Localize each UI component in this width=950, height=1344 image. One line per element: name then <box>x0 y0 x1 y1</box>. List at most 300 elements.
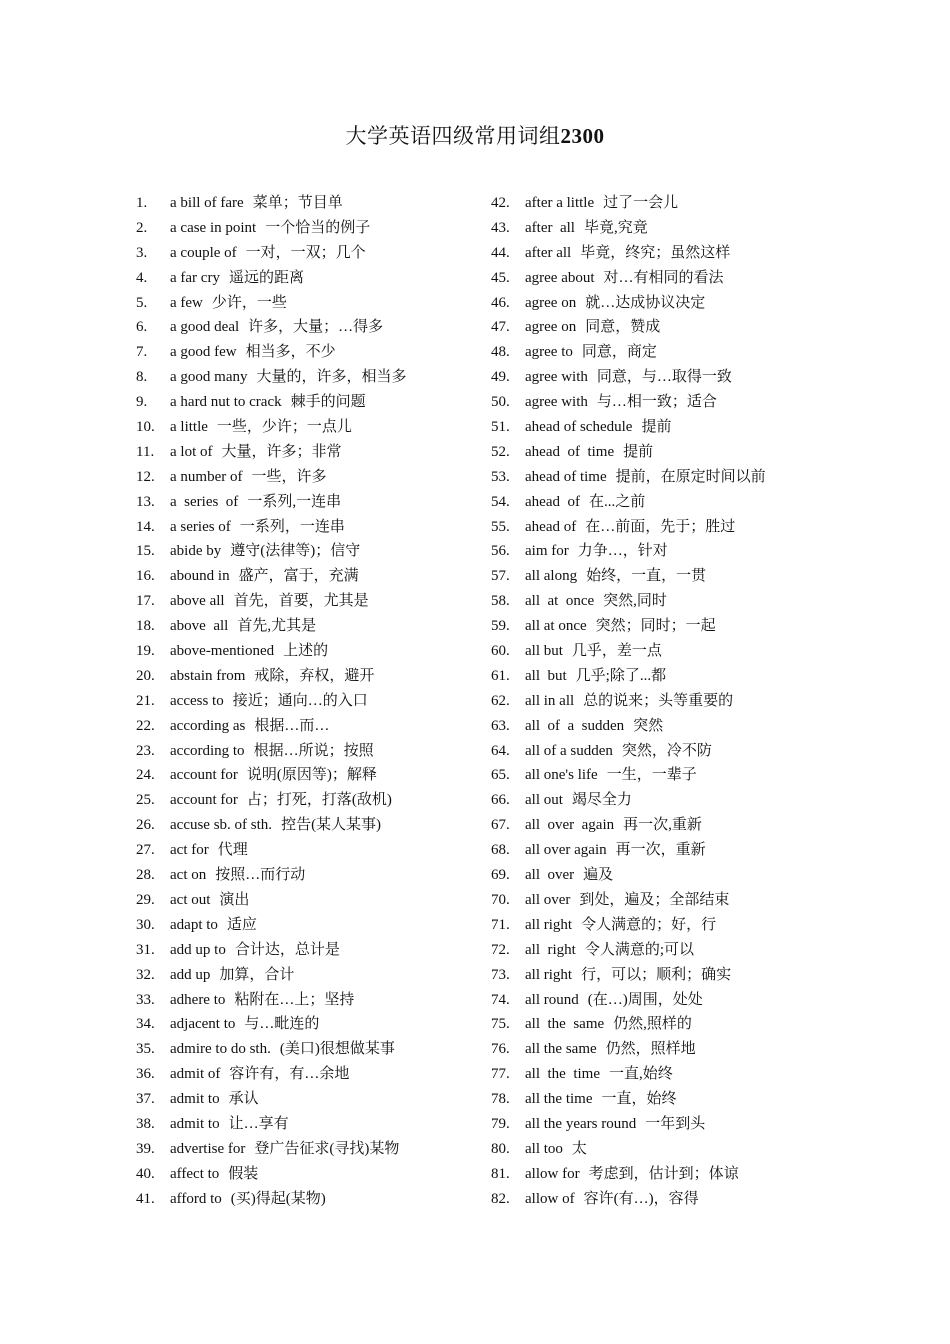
entry-phrase: all one's life <box>525 767 598 784</box>
entry-meaning: 始终，一直，一贯 <box>586 568 707 585</box>
entry-number: 60. <box>491 643 510 660</box>
entry-meaning: 令人满意的;可以 <box>584 941 694 958</box>
entry-gap <box>598 763 607 788</box>
entry-gap <box>636 1112 645 1137</box>
entry-phrase: all right <box>525 966 573 983</box>
entry-number: 9. <box>136 394 148 411</box>
entry-gap <box>247 365 256 390</box>
entry-gap <box>569 539 578 564</box>
entry-number: 54. <box>491 493 510 510</box>
phrase-entry <box>136 1162 476 1187</box>
entry-number: 3. <box>136 244 148 261</box>
entry-gap <box>600 1062 609 1087</box>
phrase-entry <box>136 714 476 739</box>
entry-meaning: (在…)周围，处处 <box>587 991 703 1008</box>
entry-meaning: 一直,始终 <box>608 1066 673 1083</box>
phrase-entry <box>491 963 821 988</box>
entry-gap <box>563 788 572 813</box>
entry-meaning: 到处，遍及；全部结束 <box>579 891 730 908</box>
entry-number: 8. <box>136 369 148 386</box>
phrase-entry <box>491 913 821 938</box>
entry-gap <box>282 390 291 415</box>
phrase-entry <box>491 788 821 813</box>
entry-phrase: accuse sb. of sth. <box>170 817 273 834</box>
entry-gap <box>604 1012 613 1037</box>
entry-gap <box>238 763 247 788</box>
entry-phrase: ahead of time <box>525 468 607 485</box>
entry-phrase: all the years round <box>525 1115 637 1132</box>
entry-number: 4. <box>136 269 148 286</box>
phrase-entry <box>136 1187 476 1212</box>
phrase-entry <box>136 515 476 540</box>
entry-gap <box>624 714 633 739</box>
entry-phrase: agree with <box>525 369 588 386</box>
entry-phrase: after all <box>525 219 575 236</box>
entry-phrase: all right <box>525 941 576 958</box>
entry-number: 22. <box>136 717 155 734</box>
entry-phrase: agree on <box>525 294 577 311</box>
entry-gap <box>577 564 586 589</box>
entry-meaning: 仍然,照样的 <box>613 1016 692 1033</box>
entry-gap <box>563 639 572 664</box>
entry-number: 17. <box>136 593 155 610</box>
entry-gap <box>220 1062 229 1087</box>
entry-meaning: 仍然，照样地 <box>605 1041 696 1058</box>
entry-phrase: admit to <box>170 1091 220 1108</box>
entry-phrase: all round <box>525 991 579 1008</box>
phrase-entry <box>136 266 476 291</box>
entry-gap <box>579 988 588 1013</box>
phrase-entry <box>491 340 821 365</box>
entry-gap <box>245 739 254 764</box>
entry-phrase: a good few <box>170 344 237 361</box>
phrase-entry <box>491 515 821 540</box>
entry-number: 7. <box>136 344 148 361</box>
entry-phrase: all of a sudden <box>525 717 625 734</box>
entry-meaning: 突然 <box>633 717 664 734</box>
entry-meaning: 演出 <box>219 891 250 908</box>
entry-meaning: 令人满意的；好，行 <box>581 916 717 933</box>
entry-gap <box>242 465 251 490</box>
entry-number: 56. <box>491 543 510 560</box>
phrase-entry <box>136 913 476 938</box>
entry-meaning: 提前，在原定时间以前 <box>615 468 766 485</box>
phrase-entry <box>491 490 821 515</box>
entry-meaning: 粘附在…上；坚持 <box>234 991 355 1008</box>
entry-phrase: all over <box>525 867 575 884</box>
entry-number: 61. <box>491 667 510 684</box>
entry-meaning: 容许(有…)，容得 <box>583 1190 699 1207</box>
entry-meaning: 一生，一辈子 <box>606 767 697 784</box>
entry-gap <box>238 788 247 813</box>
entry-meaning: 相当多，不少 <box>245 344 336 361</box>
entry-phrase: a good many <box>170 369 248 386</box>
entry-meaning: 根据…而… <box>254 717 330 734</box>
entry-phrase: all over again <box>525 817 615 834</box>
entry-meaning: (美口)很想做某事 <box>279 1041 395 1058</box>
entry-phrase: ahead of time <box>525 443 615 460</box>
entry-number: 73. <box>491 966 510 983</box>
entry-meaning: 过了一会儿 <box>603 195 679 211</box>
phrase-entry <box>136 315 476 340</box>
entry-number: 28. <box>136 867 155 884</box>
entry-meaning: 适应 <box>226 916 257 933</box>
entry-number: 82. <box>491 1190 510 1207</box>
entry-meaning: 太 <box>571 1140 587 1157</box>
entry-phrase: ahead of <box>525 518 577 535</box>
entry-number: 24. <box>136 767 155 784</box>
entry-number: 14. <box>136 518 155 535</box>
entry-meaning: 戒除，弃权，避开 <box>254 667 375 684</box>
phrase-entry <box>136 415 476 440</box>
entry-phrase: a bill of fare <box>170 195 244 211</box>
entry-phrase: all at once <box>525 593 595 610</box>
entry-number: 71. <box>491 916 510 933</box>
phrase-entry <box>136 664 476 689</box>
entry-meaning: 提前 <box>641 419 672 436</box>
entry-gap <box>221 539 230 564</box>
entry-phrase: add up to <box>170 941 226 958</box>
entry-meaning: 盛产，富于，充满 <box>238 568 359 585</box>
entry-meaning: 许多，大量；…得多 <box>248 319 384 336</box>
entry-gap <box>209 838 218 863</box>
entry-gap <box>213 440 222 465</box>
entry-phrase: account for <box>170 792 238 809</box>
phrase-entry <box>491 315 821 340</box>
entry-meaning: 竭尽全力 <box>571 792 632 809</box>
entry-gap <box>206 863 215 888</box>
entry-number: 37. <box>136 1091 155 1108</box>
entry-number: 64. <box>491 742 510 759</box>
entry-meaning: 在...之前 <box>588 493 646 510</box>
entry-gap <box>594 191 603 216</box>
entry-number: 25. <box>136 792 155 809</box>
entry-meaning: 登广告征求(寻找)某物 <box>254 1140 400 1157</box>
entry-gap <box>274 639 283 664</box>
entry-phrase: all out <box>525 792 563 809</box>
entry-gap <box>225 988 234 1013</box>
entry-gap <box>271 1037 280 1062</box>
phrase-entry <box>491 689 821 714</box>
phrase-entry <box>136 988 476 1013</box>
entry-meaning: 一些，少许；一点儿 <box>216 419 352 436</box>
entry-phrase: add up <box>170 966 211 983</box>
entry-phrase: all right <box>525 916 573 933</box>
entry-number: 10. <box>136 419 155 436</box>
entry-gap <box>235 1012 244 1037</box>
entry-gap <box>576 291 585 316</box>
entry-number: 76. <box>491 1041 510 1058</box>
entry-phrase: a case in point <box>170 219 257 236</box>
entry-phrase: allow of <box>525 1190 575 1207</box>
entry-number: 51. <box>491 419 510 436</box>
entry-phrase: act on <box>170 867 207 884</box>
entry-gap <box>245 1137 254 1162</box>
entry-number: 44. <box>491 244 510 261</box>
entry-phrase: abide by <box>170 543 222 560</box>
entry-gap <box>244 191 253 216</box>
phrase-entry <box>136 863 476 888</box>
entry-gap <box>567 664 576 689</box>
entry-gap <box>580 490 589 515</box>
phrase-entry <box>136 291 476 316</box>
entry-phrase: according as <box>170 717 246 734</box>
entry-number: 57. <box>491 568 510 585</box>
entry-meaning: 一个恰当的例子 <box>265 219 371 236</box>
entry-meaning: 首先，首要，尤其是 <box>233 593 369 610</box>
entry-phrase: agree about <box>525 269 595 286</box>
entry-number: 53. <box>491 468 510 485</box>
phrase-entry <box>491 664 821 689</box>
phrase-entry <box>136 564 476 589</box>
entry-number: 36. <box>136 1066 155 1083</box>
phrase-entry <box>136 788 476 813</box>
entry-phrase: a series of <box>170 493 239 510</box>
phrase-entry <box>491 938 821 963</box>
entry-number: 52. <box>491 443 510 460</box>
entry-phrase: access to <box>170 692 224 709</box>
page-title <box>0 120 950 150</box>
entry-gap <box>220 1087 229 1112</box>
phrase-entry <box>491 1062 821 1087</box>
entry-phrase: after a little <box>525 195 595 211</box>
entry-number: 49. <box>491 369 510 386</box>
phrase-entry <box>491 888 821 913</box>
entry-gap <box>572 913 581 938</box>
entry-gap <box>563 1137 572 1162</box>
phrase-entry <box>136 1012 476 1037</box>
phrase-entry <box>136 739 476 764</box>
entry-meaning: 占；打死，打落(敌机) <box>246 792 392 809</box>
entry-phrase: admit to <box>170 1115 220 1132</box>
title-text: 大学英语四级常用词组 <box>345 124 561 148</box>
phrase-entry <box>136 191 476 216</box>
entry-gap <box>210 963 219 988</box>
entry-meaning: 力争…，针对 <box>577 543 668 560</box>
entry-gap <box>592 1087 601 1112</box>
phrase-entry <box>136 589 476 614</box>
entry-gap <box>570 888 579 913</box>
entry-meaning: 毕竟，终究；虽然这样 <box>580 244 731 261</box>
entry-meaning: 大量的，许多，相当多 <box>256 369 407 386</box>
entry-meaning: 棘手的问题 <box>290 394 366 411</box>
entry-meaning: 按照…而行动 <box>215 867 306 884</box>
phrase-entry <box>491 1012 821 1037</box>
entry-phrase: all over <box>525 891 571 908</box>
entry-phrase: a couple of <box>170 244 237 261</box>
entry-meaning: 一系列，一连串 <box>239 518 345 535</box>
entry-phrase: account for <box>170 767 238 784</box>
entry-number: 55. <box>491 518 510 535</box>
entry-meaning: 一些，许多 <box>251 468 327 485</box>
entry-gap <box>237 241 246 266</box>
phrase-entry <box>136 440 476 465</box>
entry-gap <box>245 664 254 689</box>
entry-number: 40. <box>136 1165 155 1182</box>
entry-gap <box>222 1187 231 1212</box>
phrase-entry <box>491 415 821 440</box>
entry-gap <box>595 266 604 291</box>
entry-gap <box>576 515 585 540</box>
entry-number: 34. <box>136 1016 155 1033</box>
entry-meaning: 上述的 <box>283 643 329 660</box>
entry-gap <box>256 216 265 241</box>
entry-gap <box>203 291 212 316</box>
entry-phrase: above all <box>170 593 225 610</box>
entry-number: 50. <box>491 394 510 411</box>
entry-phrase: all along <box>525 568 578 585</box>
entry-number: 42. <box>491 195 510 211</box>
phrase-entry <box>491 1087 821 1112</box>
phrase-entry <box>491 241 821 266</box>
phrase-entry <box>136 963 476 988</box>
entry-phrase: admit of <box>170 1066 221 1083</box>
entry-number: 68. <box>491 842 510 859</box>
entry-meaning: 再一次,重新 <box>623 817 702 834</box>
entry-phrase: all in all <box>525 692 575 709</box>
entry-meaning: 突然,同时 <box>603 593 667 610</box>
entry-meaning: 突然；同时；一起 <box>595 618 716 635</box>
phrase-entry <box>491 365 821 390</box>
entry-number: 13. <box>136 493 155 510</box>
entry-gap <box>613 739 622 764</box>
entry-meaning: (买)得起(某物) <box>230 1190 326 1207</box>
entry-gap <box>245 714 254 739</box>
entry-phrase: a far cry <box>170 269 220 286</box>
entry-gap <box>575 216 584 241</box>
entry-phrase: adhere to <box>170 991 226 1008</box>
entry-phrase: all the time <box>525 1091 593 1108</box>
phrase-entry <box>491 763 821 788</box>
entry-gap <box>225 589 234 614</box>
phrase-entry <box>136 539 476 564</box>
entry-phrase: admire to do sth. <box>170 1041 271 1058</box>
entry-phrase: act out <box>170 891 211 908</box>
entry-number: 70. <box>491 891 510 908</box>
entry-phrase: adapt to <box>170 916 218 933</box>
entry-phrase: abstain from <box>170 667 246 684</box>
entry-phrase: agree to <box>525 344 573 361</box>
entry-gap <box>607 838 616 863</box>
entry-meaning: 同意，与…取得一致 <box>596 369 732 386</box>
phrase-entry <box>491 739 821 764</box>
phrase-entry <box>491 216 821 241</box>
entry-phrase: above-mentioned <box>170 643 275 660</box>
entry-meaning: 对…有相同的看法 <box>603 269 724 286</box>
entry-gap <box>607 465 616 490</box>
phrase-entry <box>491 813 821 838</box>
phrase-entry <box>491 1112 821 1137</box>
phrase-entry <box>136 689 476 714</box>
phrase-entry <box>136 390 476 415</box>
entry-gap <box>574 863 583 888</box>
entry-gap <box>238 490 247 515</box>
entry-number: 66. <box>491 792 510 809</box>
phrase-entry <box>491 1162 821 1187</box>
entry-gap <box>210 888 219 913</box>
entry-number: 72. <box>491 941 510 958</box>
entry-gap <box>231 515 240 540</box>
entry-gap <box>237 340 246 365</box>
entry-number: 65. <box>491 767 510 784</box>
entry-phrase: all at once <box>525 618 587 635</box>
phrase-entry <box>491 589 821 614</box>
phrase-entry <box>491 639 821 664</box>
entry-phrase: all but <box>525 643 563 660</box>
entry-number: 2. <box>136 219 148 236</box>
entry-gap <box>614 440 623 465</box>
entry-number: 46. <box>491 294 510 311</box>
phrase-entry <box>136 465 476 490</box>
title-number: 2300 <box>560 124 605 148</box>
entry-number: 20. <box>136 667 155 684</box>
entry-number: 43. <box>491 219 510 236</box>
entry-meaning: 加算，合计 <box>219 966 295 983</box>
entry-gap <box>594 589 603 614</box>
entry-number: 30. <box>136 916 155 933</box>
entry-gap <box>571 241 580 266</box>
entry-meaning: 就…达成协议决定 <box>585 294 706 311</box>
entry-gap <box>632 415 641 440</box>
entry-gap <box>588 390 597 415</box>
phrase-entry <box>491 614 821 639</box>
entry-number: 69. <box>491 867 510 884</box>
phrase-entry <box>136 1112 476 1137</box>
entry-number: 19. <box>136 643 155 660</box>
phrase-list-right-column <box>491 191 821 1212</box>
entry-phrase: all the same <box>525 1041 597 1058</box>
entry-meaning: 让…享有 <box>228 1115 289 1132</box>
phrase-entry <box>491 291 821 316</box>
entry-number: 47. <box>491 319 510 336</box>
entry-meaning: 总的说来；头等重要的 <box>583 692 734 709</box>
phrase-entry <box>136 888 476 913</box>
phrase-entry <box>136 813 476 838</box>
entry-number: 80. <box>491 1140 510 1157</box>
entry-phrase: advertise for <box>170 1140 246 1157</box>
entry-meaning: 根据…所说；按照 <box>253 742 374 759</box>
phrase-entry <box>136 1062 476 1087</box>
entry-phrase: a little <box>170 419 208 436</box>
phrase-entry <box>491 1037 821 1062</box>
entry-number: 79. <box>491 1115 510 1132</box>
entry-meaning: 假装 <box>228 1165 259 1182</box>
entry-meaning: 与…毗连的 <box>244 1016 320 1033</box>
entry-number: 12. <box>136 468 155 485</box>
phrase-entry <box>491 440 821 465</box>
entry-gap <box>588 365 597 390</box>
entry-number: 35. <box>136 1041 155 1058</box>
entry-phrase: a lot of <box>170 443 213 460</box>
phrase-entry <box>491 1137 821 1162</box>
entry-number: 58. <box>491 593 510 610</box>
entry-phrase: afford to <box>170 1190 222 1207</box>
entry-phrase: a series of <box>170 518 231 535</box>
entry-meaning: 突然，冷不防 <box>621 742 712 759</box>
entry-gap <box>219 1162 228 1187</box>
entry-meaning: 几乎;除了...都 <box>575 667 667 684</box>
entry-gap <box>218 913 227 938</box>
entry-meaning: 几乎，差一点 <box>571 643 662 660</box>
entry-gap <box>597 1037 606 1062</box>
entry-meaning: 一直，始终 <box>601 1091 677 1108</box>
entry-gap <box>574 689 583 714</box>
entry-meaning: 一系列,一连串 <box>247 493 342 510</box>
entry-meaning: 再一次，重新 <box>615 842 706 859</box>
phrase-entry <box>136 763 476 788</box>
entry-number: 62. <box>491 692 510 709</box>
entry-phrase: according to <box>170 742 245 759</box>
